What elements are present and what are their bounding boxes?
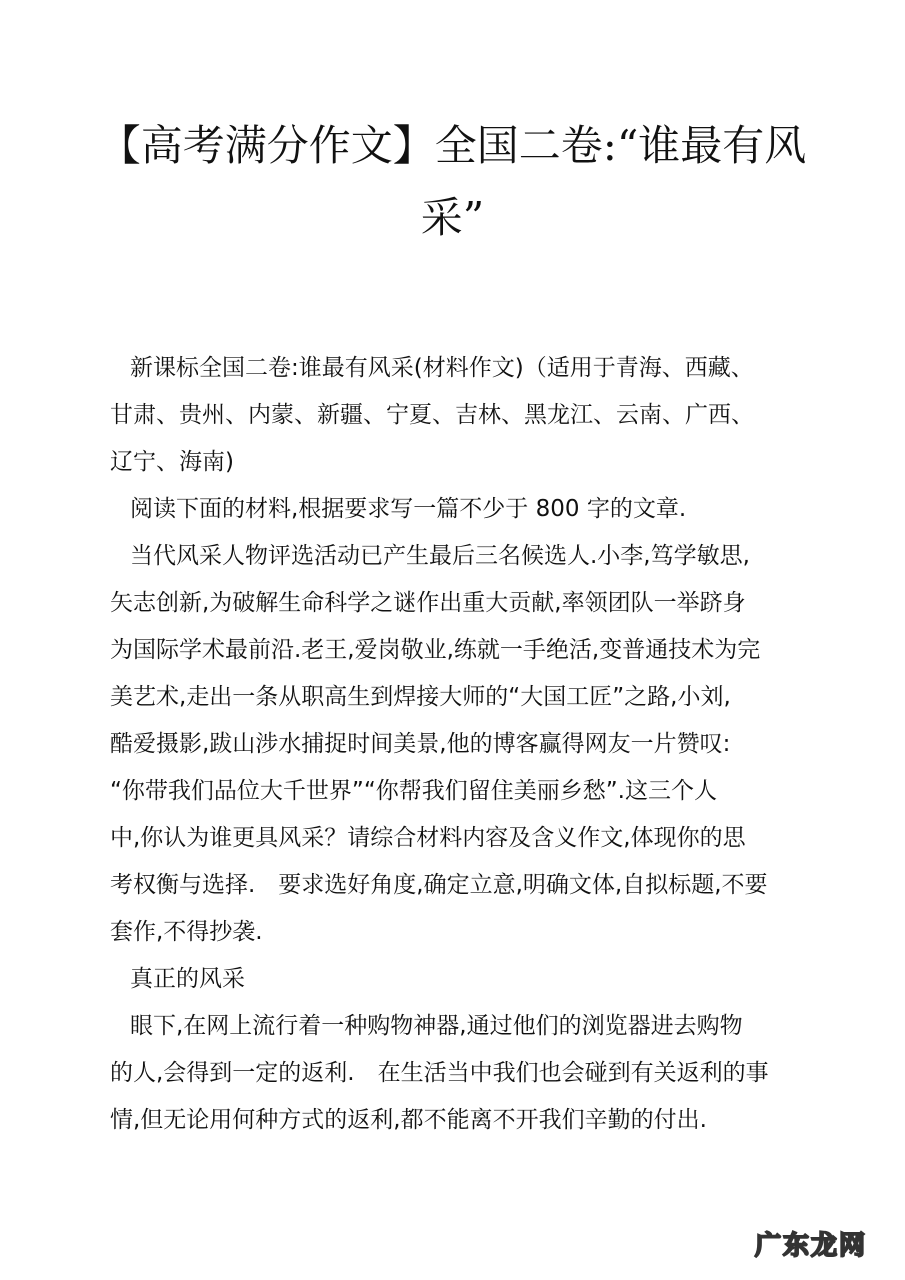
body-line: 酷爱摄影,跋山涉水捕捉时间美景,他的博客赢得网友一片赞叹: bbox=[110, 731, 731, 757]
body-line: 中,你认为谁更具风采？请综合材料内容及含义作文,体现你的思 bbox=[110, 825, 746, 851]
title-line-2: 采” bbox=[420, 193, 485, 242]
body-line: 情,但无论用何种方式的返利,都不能离不开我们辛勤的付出. bbox=[110, 1107, 707, 1133]
body-line: 套作,不得抄袭. bbox=[110, 919, 263, 945]
body-line: 的人,会得到一定的返利. 在生活当中我们也会碰到有关返利的事 bbox=[110, 1060, 769, 1086]
document-title bbox=[0, 110, 905, 254]
body-line: 阅读下面的材料,根据要求写一篇不少于 800 字的文章. bbox=[130, 496, 687, 522]
document-body bbox=[110, 345, 810, 1144]
body-line: 眼下,在网上流行着一种购物神器,通过他们的浏览器进去购物 bbox=[130, 1013, 743, 1039]
section-heading: 真正的风采 bbox=[130, 966, 245, 992]
body-line: 矢志创新,为破解生命科学之谜作出重大贡献,率领团队一举跻身 bbox=[110, 590, 746, 616]
body-line: 美艺术,走出一条从职高生到焊接大师的“大国工匠”之路,小刘, bbox=[110, 684, 731, 710]
title-line-1: 【高考满分作文】全国二卷:“谁最有风 bbox=[98, 121, 807, 170]
body-line: 甘肃、贵州、内蒙、新疆、宁夏、吉林、黑龙江、云南、广西、 bbox=[110, 402, 754, 428]
body-line: 辽宁、海南) bbox=[110, 449, 234, 475]
body-line: 考权衡与选择. 要求选好角度,确定立意,明确文体,自拟标题,不要 bbox=[110, 872, 768, 898]
body-line: 当代风采人物评选活动已产生最后三名候选人.小李,笃学敏思, bbox=[130, 543, 750, 569]
watermark-logo: 广东龙网 bbox=[754, 1231, 867, 1261]
body-line: “你带我们品位大千世界”“你帮我们留住美丽乡愁”.这三个人 bbox=[110, 778, 717, 804]
body-line: 新课标全国二卷:谁最有风采(材料作文)（适用于青海、西藏、 bbox=[130, 355, 754, 381]
body-line: 为国际学术最前沿.老王,爱岗敬业,练就一手绝活,变普通技术为完 bbox=[110, 637, 761, 663]
